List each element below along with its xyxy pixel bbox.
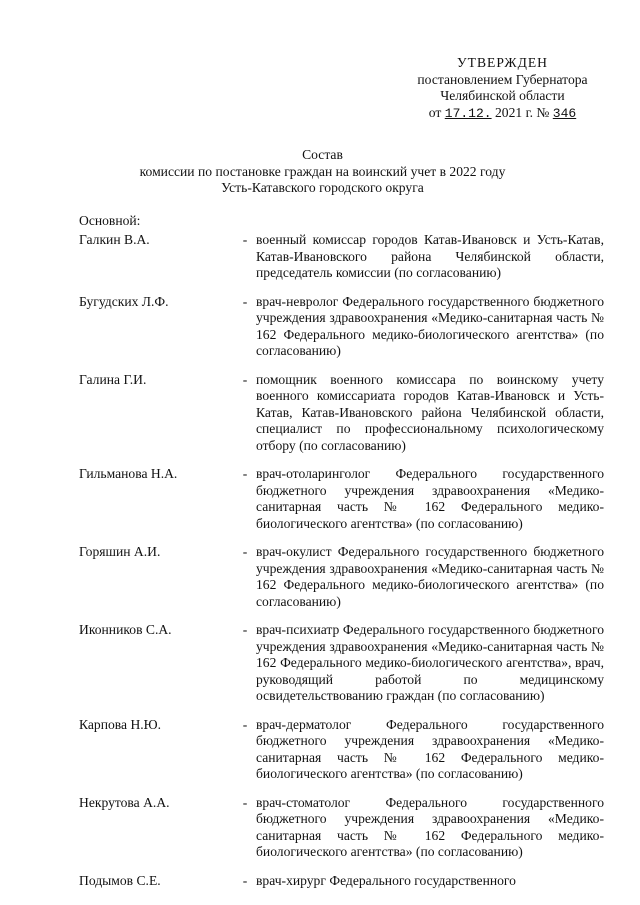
approval-number: 346 xyxy=(552,105,577,121)
member-role: врач-стоматолог Федерального государственного бюджетного учреждения здравоохранения «Медико-санитарная часть № 162 Федерального медико-биологического агентства» (по согласованию) xyxy=(256,794,604,859)
approval-line-1: постановлением Губернатора xyxy=(417,71,588,87)
member-name: Некрутова А.А. xyxy=(79,794,170,810)
list-item xyxy=(79,622,604,705)
list-item xyxy=(79,294,604,360)
document-heading xyxy=(70,147,575,197)
member-name: Бугудских Л.Ф. xyxy=(79,293,169,309)
member-role: врач-дерматолог Федерального государственного бюджетного учреждения здравоохранения «Медико-санитарная часть № 162 Федерального медико-биологического агентства» (по согласованию) xyxy=(256,716,604,781)
member-dash: - xyxy=(242,466,248,481)
member-dash: - xyxy=(242,872,248,888)
member-dash: - xyxy=(242,293,248,309)
heading-line-1: Состав xyxy=(302,147,343,162)
member-dash: - xyxy=(242,544,248,559)
list-item xyxy=(79,873,604,890)
member-name: Галкин В.А. xyxy=(79,232,150,247)
member-name: Гильманова Н.А. xyxy=(79,466,178,481)
member-role: врач-окулист Федерального государственного бюджетного учреждения здравоохранения «Медико-санитарная часть № 162 Федерального медико-биологического агентства» (по согласованию) xyxy=(256,544,604,609)
member-dash: - xyxy=(242,716,248,732)
list-item xyxy=(79,544,604,610)
member-name: Горяшин А.И. xyxy=(79,544,161,559)
list-item xyxy=(79,372,604,455)
approval-block xyxy=(400,55,605,122)
member-role: врач-хирург Федерального государственного xyxy=(256,872,516,888)
member-dash: - xyxy=(242,232,248,247)
approval-title: УТВЕРЖДЕН xyxy=(457,55,548,70)
heading-line-3: Усть-Катавского городского округа xyxy=(221,180,424,195)
member-role: военный комиссар городов Катав-Ивановск и Усть-Катав, Катав-Ивановского района Челябинской области, председатель комиссии (по согласованию) xyxy=(256,232,604,280)
approval-date: 17.12. xyxy=(444,105,492,121)
section-label: Основной: xyxy=(79,213,141,228)
member-role: помощник военного комиссара по воинскому учету военного комиссариата городов Катав-Ивановск и Усть-Катав, Катав-Ивановского района Челябинской области, специалист по профессиональному психологическому отбору (по согласованию) xyxy=(256,371,604,453)
year-text: 2021 г. № xyxy=(494,104,550,120)
member-dash: - xyxy=(242,622,248,637)
list-item xyxy=(79,232,604,282)
list-item xyxy=(79,717,604,783)
members-list xyxy=(79,232,604,901)
member-role: врач-психиатр Федерального государственного бюджетного учреждения здравоохранения «Медико-санитарная часть № 162 Федерального медико-биологического агентства», врач, руководящий работой по медицинскому освидетельствованию граждан (по согласованию) xyxy=(256,622,604,703)
member-name: Карпова Н.Ю. xyxy=(79,716,162,732)
member-role: врач-невролог Федерального государственного бюджетного учреждения здравоохранения «Медико-санитарная часть № 162 Федерального медико-биологического агентства» (по согласованию) xyxy=(256,293,604,358)
heading-line-2: комиссии по постановке граждан на воинский учет в 2022 году xyxy=(139,163,506,179)
date-prefix: от xyxy=(428,104,442,120)
member-name: Иконников С.А. xyxy=(79,622,172,637)
member-dash: - xyxy=(242,794,248,810)
member-name: Галина Г.И. xyxy=(79,371,147,387)
member-name: Подымов С.Е. xyxy=(79,872,161,888)
member-dash: - xyxy=(242,371,248,387)
list-item xyxy=(79,466,604,532)
list-item xyxy=(79,795,604,861)
member-role: врач-отоларинголог Федерального государственного бюджетного учреждения здравоохранения «Медико-санитарная часть № 162 Федерального медико-биологического агентства» (по согласованию) xyxy=(256,466,604,531)
approval-date-line xyxy=(400,105,605,123)
approval-line-2: Челябинской области xyxy=(440,88,565,103)
